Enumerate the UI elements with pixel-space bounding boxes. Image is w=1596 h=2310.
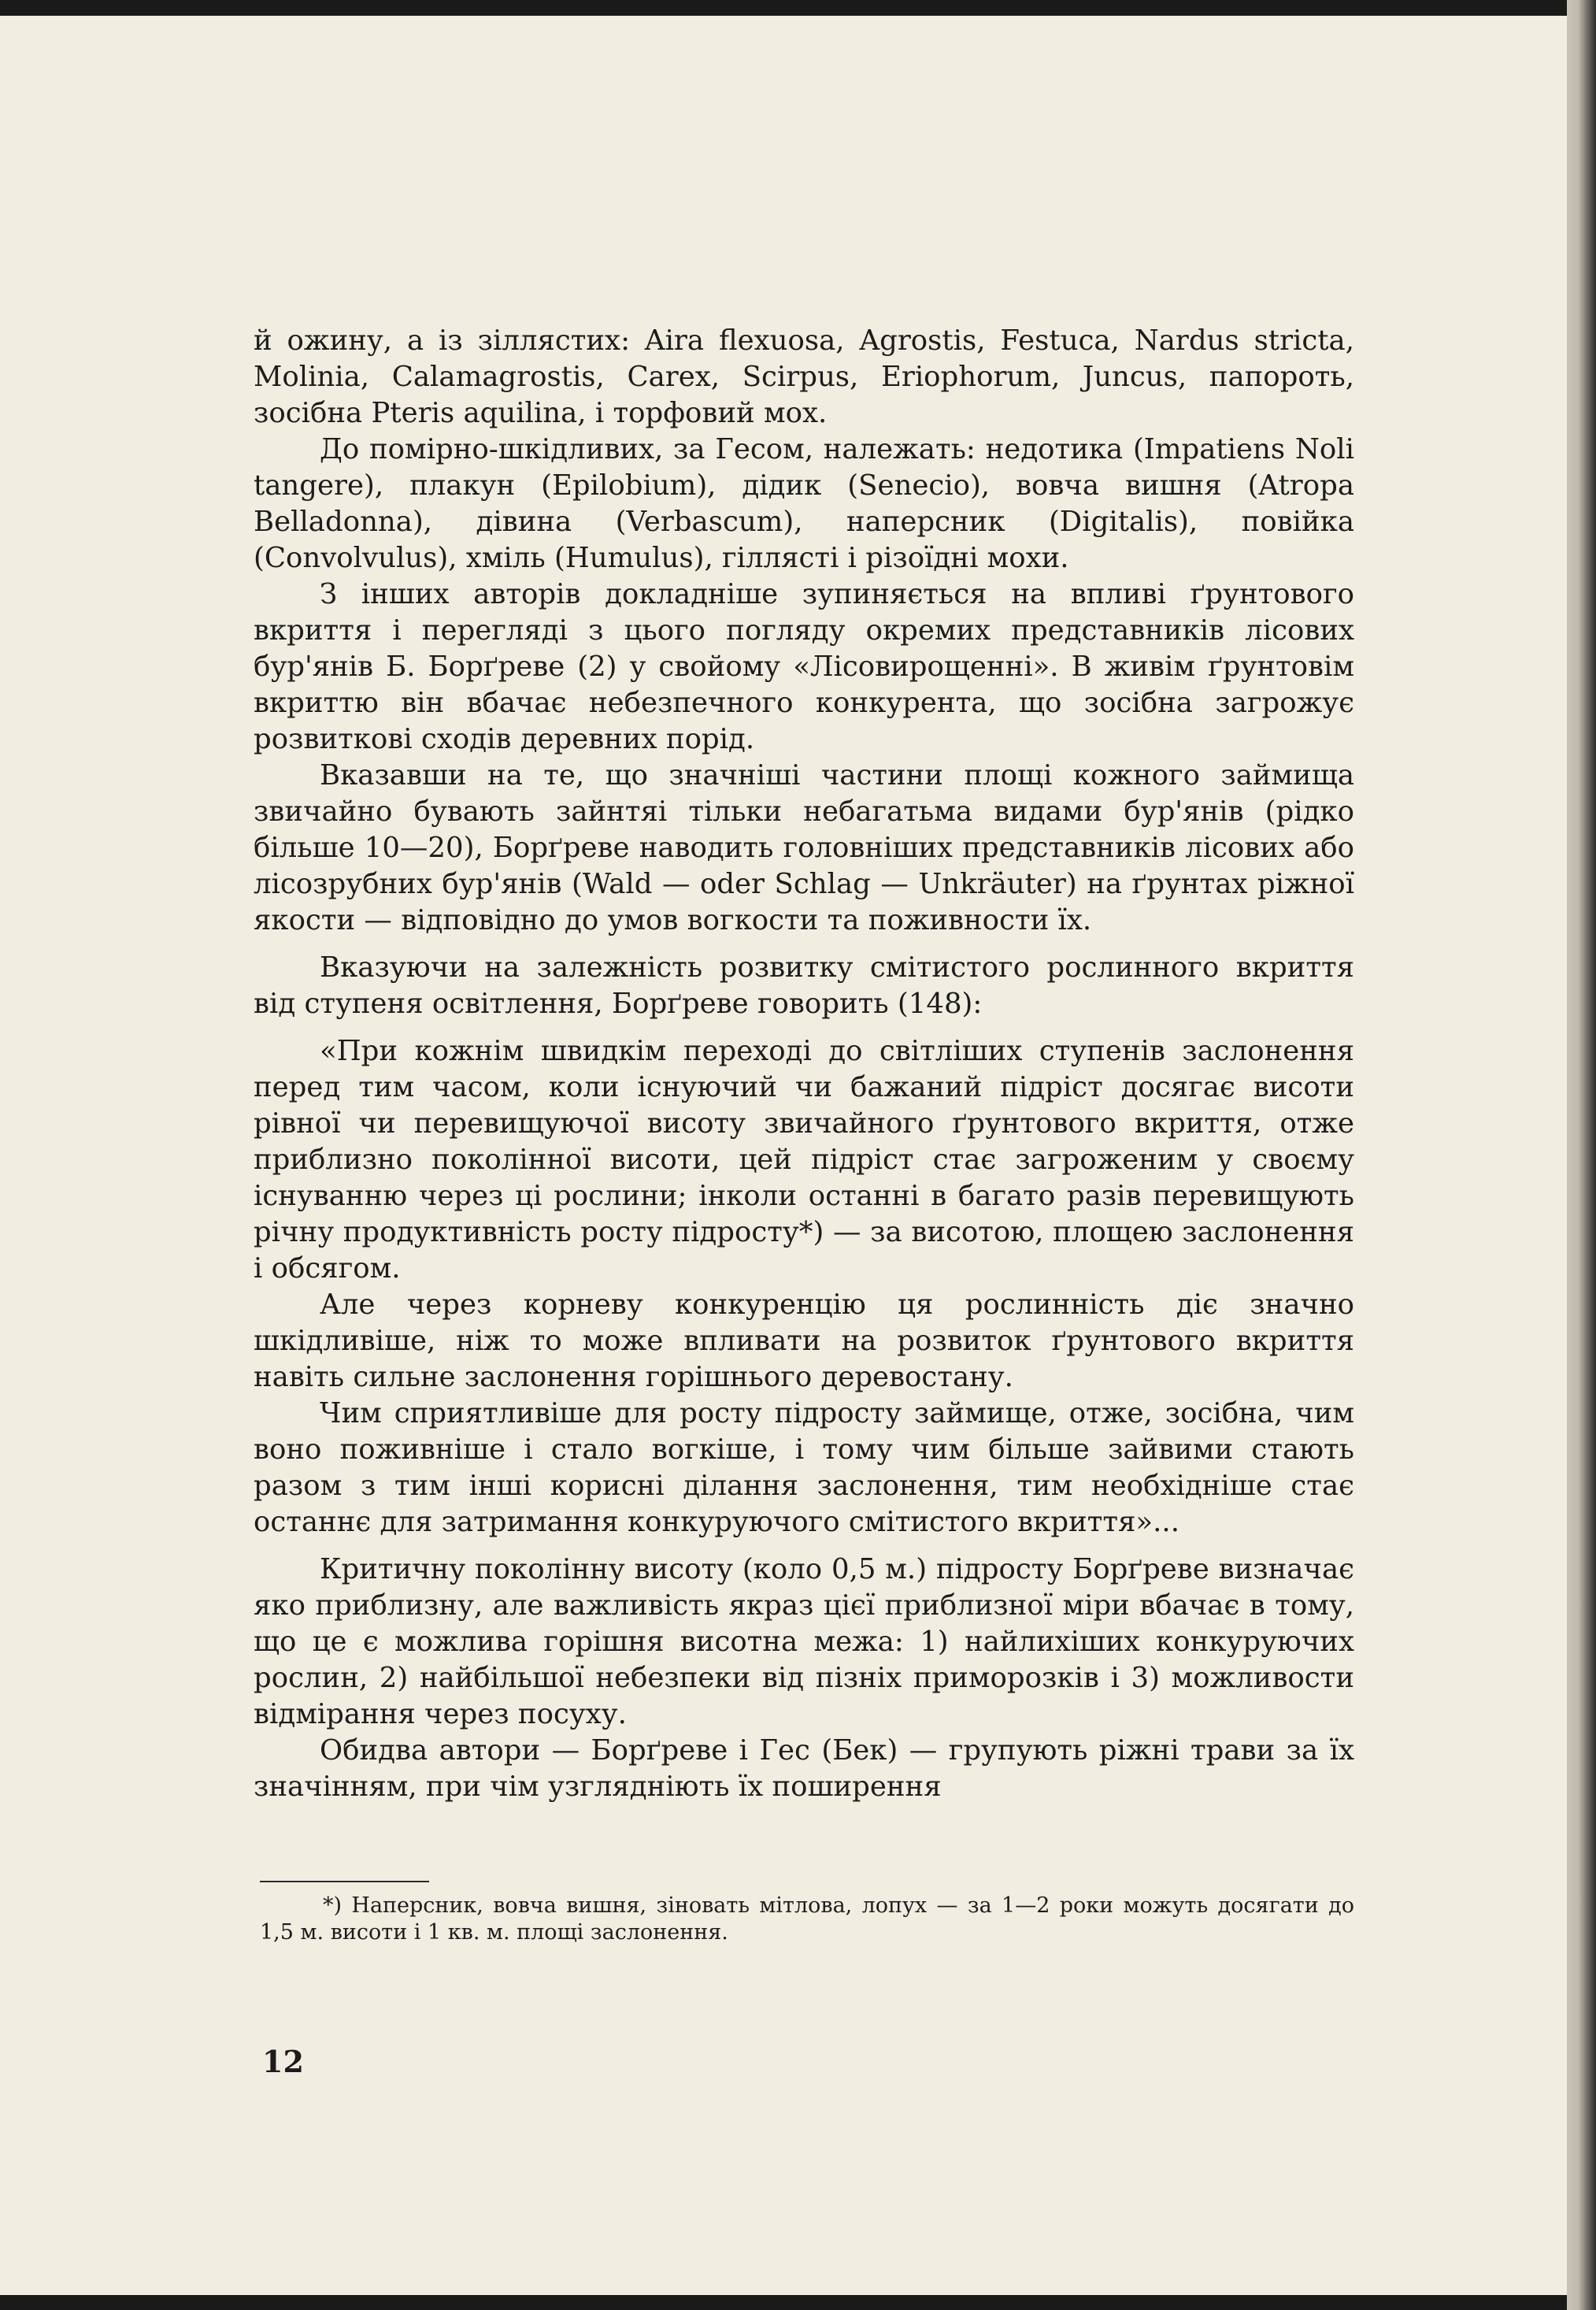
- footnote-rule: [260, 1881, 429, 1882]
- paragraph-5: Вказуючи на залежність розвитку смітистого рослинного вкриття від ступеня освітлення, Борґреве говорить (148):: [254, 951, 1354, 1020]
- paragraph-9: Критичну поколінну висоту (коло 0,5 м.) підросту Борґреве визначає яко приблизну, але важливість якраз цієї приблизної міри вбачає в тому, що це є можлива горішня висотна межа: 1) найлихіших конкуруючих рослин, 2) найбільшої небезпеки від пізніх приморозків і 3) можливости відмірання через посуху.: [254, 1553, 1354, 1730]
- paragraph-4: Вказавши на те, що значніші частини площі кожного займища звичайно бувають зайнтяі тільки небагатьма видами бур'янів (рідко більше 10—20), Борґреве наводить головніших представників лісових або лісозрубних бур'янів (Wald — oder Schlag — Unkräuter) на ґрунтах ріжної якости — відповідно до умов вогкости та поживности їх.: [254, 759, 1354, 936]
- paragraph-7-quote: Але через корневу конкуренцію ця рослинність діє значно шкідливіше, ніж то може впливати на розвиток ґрунтового вкриття навіть сильне заслонення горішнього деревостану.: [254, 1288, 1354, 1393]
- paragraph-8-quote: Чим сприятливіше для росту підросту займище, отже, зосібна, чим воно поживніше і стало вогкіше, і тому чим більше зайвими стають разом з тим інші корисні ділання заслонення, тим необхідніше стає останнє для затримання конкуруючого смітистого вкриття»...: [254, 1397, 1354, 1538]
- page-number: 12: [262, 2044, 304, 2079]
- paragraph-6-quote: «При кожнім швидкім переході до світліших ступенів заслонення перед тим часом, коли існуючий чи бажаний підріст досягає висоти рівної чи перевищуючої висоту звичайного ґрунтового вкриття, отже приблизно поколінної висоти, цей підріст стає загроженим у своєму існуванню через ці рослини; інколи останні в багато разів перевищують річну продуктивність росту підросту*) — за висотою, площею заслонення і обсягом.: [254, 1035, 1354, 1285]
- paragraph-2: До помірно-шкідливих, за Гесом, належать: недотика (Impatiens Noli tangere), плакун (Epilobium), дідик (Senecio), вовча вишня (Atropa Belladonna), дівина (Verbascum), наперсник (Digitalis), повійка (Convolvulus), хміль (Humulus), гіллясті і різоїдні мохи.: [254, 433, 1354, 574]
- paragraph-10: Обидва автори — Борґреве і Гес (Бек) — групують ріжні трави за їх значінням, при чім узглядніють їх поширення: [254, 1734, 1354, 1803]
- paragraph-3: З інших авторів докладніше зупиняється на впливі ґрунтового вкриття і перегляді з цього погляду окремих представників лісових бур'янів Б. Борґреве (2) у свойому «Лісовирощенні». В живім ґрунтовім вкриттю він вбачає небезпечного конкурента, що зосібна загрожує розвиткові сходів деревних порід.: [254, 578, 1354, 755]
- scan-edge: [1567, 0, 1596, 2310]
- body-text: [254, 323, 1354, 1805]
- paragraph-1: й ожину, а із зіллястих: Aira flexuosa, Agrostis, Festuca, Nardus stricta, Molinia, Calamagrostis, Carex, Scirpus, Eriophorum, Juncus, папороть, зосібна Pteris aquilina, і торфовий мох.: [254, 324, 1354, 429]
- footnote: *) Наперсник, вовча вишня, зіновать мітлова, лопух — за 1—2 роки можуть досягати до 1,5 м. висоти і 1 кв. м. площі заслонення.: [260, 1893, 1354, 1945]
- scanned-page: [0, 16, 1567, 2295]
